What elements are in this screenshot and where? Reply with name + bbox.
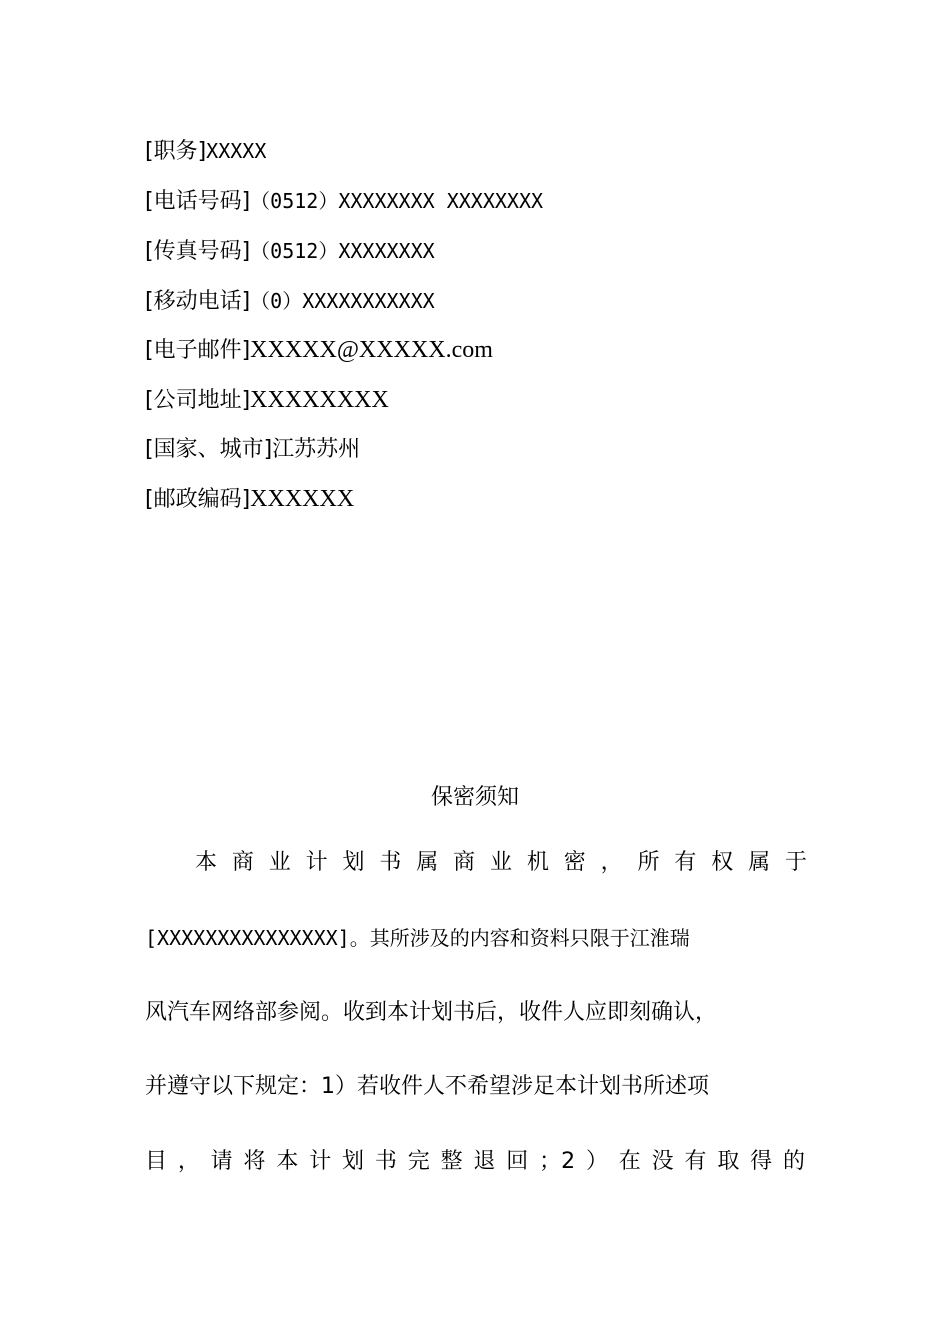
contact-fax-line bbox=[145, 236, 435, 267]
confidentiality-line-3: 风汽车网络部参阅。收到本计划书后，收件人应即刻确认， bbox=[145, 1000, 718, 1025]
contact-mobile-value: （0）XXXXXXXXXXX bbox=[250, 289, 435, 313]
contact-email-value: XXXXX@XXXXX.com bbox=[250, 337, 493, 363]
contact-city-line bbox=[145, 435, 360, 465]
contact-phone-value: （0512）XXXXXXXX XXXXXXXX bbox=[250, 189, 544, 213]
contact-postcode-line bbox=[145, 484, 354, 515]
contact-position-label: [职务] bbox=[145, 139, 207, 164]
confidentiality-line-5: 目，请将本计划书完整退回；2）在没有取得的 bbox=[145, 1149, 805, 1174]
contact-fax-label: [传真号码] bbox=[145, 239, 251, 264]
confidentiality-title: 保密须知 bbox=[430, 785, 519, 810]
contact-postcode-label: [邮政编码] bbox=[145, 487, 251, 512]
contact-address-value: XXXXXXXX bbox=[250, 387, 389, 413]
contact-city-value: 江苏苏州 bbox=[272, 437, 361, 462]
contact-mobile-label: [移动电话] bbox=[145, 289, 251, 314]
contact-position-line bbox=[145, 136, 266, 167]
confidentiality-line-4: 并遵守以下规定：1）若收件人不希望涉足本计划书所述项 bbox=[145, 1074, 709, 1099]
contact-position-value: XXXXX bbox=[206, 139, 267, 163]
contact-email-label: [电子邮件] bbox=[145, 338, 251, 363]
confidentiality-line-2 bbox=[145, 922, 805, 955]
contact-phone-label: [电话号码] bbox=[145, 189, 251, 214]
contact-mobile-line bbox=[145, 286, 435, 317]
contact-address-line bbox=[145, 385, 389, 416]
contact-postcode-value: XXXXXX bbox=[250, 486, 355, 512]
contact-email-line bbox=[145, 335, 493, 366]
contact-fax-value: （0512）XXXXXXXX bbox=[250, 239, 435, 263]
contact-address-label: [公司地址] bbox=[145, 388, 251, 413]
confidentiality-line-1: 本商业计划书属商业机密，所有权属于 bbox=[195, 850, 807, 875]
confidentiality-line-2-text: [XXXXXXXXXXXXXXX]。其所涉及的内容和资料只限于江淮瑞 bbox=[145, 926, 690, 950]
contact-city-label: [国家、城市] bbox=[145, 437, 273, 462]
contact-phone-line bbox=[145, 186, 543, 217]
